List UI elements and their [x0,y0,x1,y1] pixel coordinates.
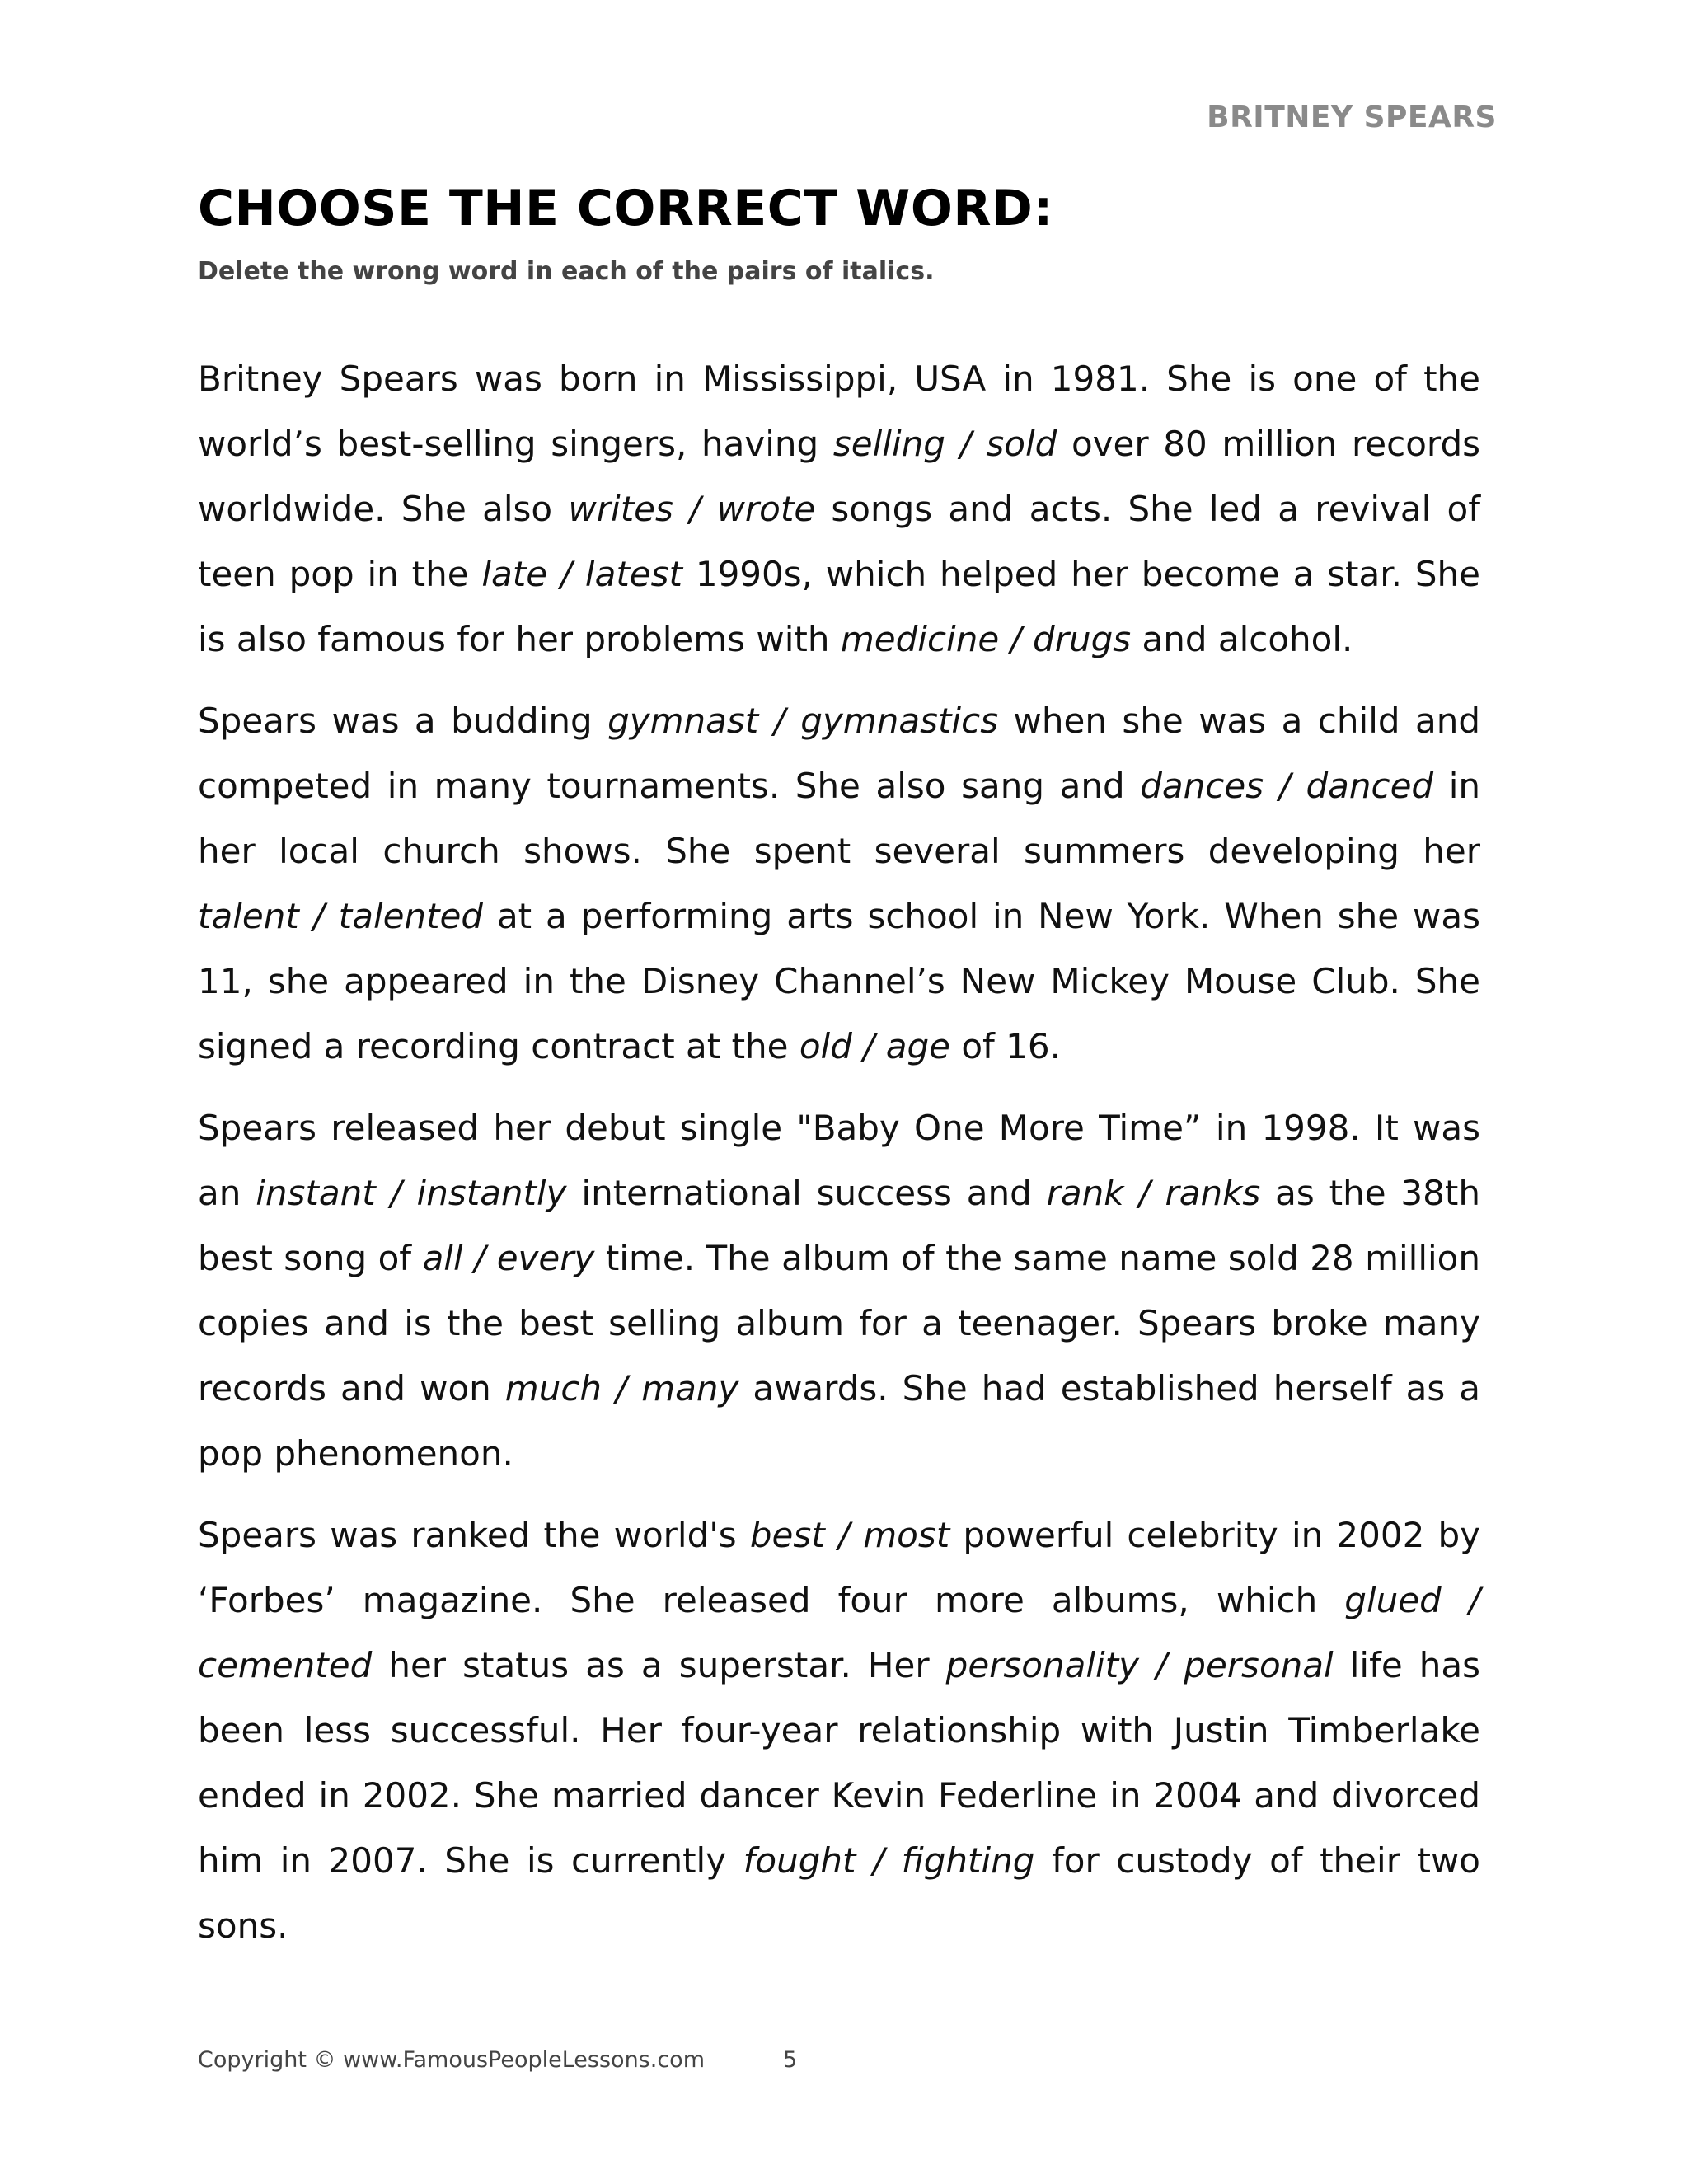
word-choice[interactable]: all / every [422,1238,595,1278]
text-segment: international success and [566,1173,1047,1213]
exercise-instruction: Delete the wrong word in each of the pairs of italics. [198,257,935,286]
text-segment: Britney Spears was born in Mississippi, USA in 1981. She is one of the world’s best-selling singers, having [198,359,1480,464]
text-segment: Spears released her debut single "Baby One More Time” in 1998. It was an [198,1108,1480,1213]
word-choice[interactable]: selling / sold [832,424,1057,464]
text-segment: her status as a superstar. Her [372,1645,946,1685]
running-header: BRITNEY SPEARS [1207,101,1497,134]
paragraph-2 [198,688,1480,1079]
text-segment: time. The album of the same name sold 28 million copies and is the best selling album for a teenager. Spears broke many records and won [198,1238,1480,1408]
text-segment: for custody of their two sons. [198,1840,1480,1946]
text-segment: songs and acts. She led a revival of teen pop in the [198,489,1480,594]
text-segment: Spears was ranked the world's [198,1515,750,1555]
word-choice[interactable]: much / many [504,1368,739,1408]
word-choice[interactable]: personality / personal [945,1645,1334,1685]
page-number: 5 [783,2047,798,2073]
text-segment: in her local church shows. She spent several summers developing her [198,766,1480,871]
text-segment: at a performing arts school in New York. When she was 11, she appeared in the Disney Channel’s New Mickey Mouse Club. She signed a recording contract at the [198,896,1480,1066]
word-choice[interactable]: instant / instantly [256,1173,567,1213]
word-choice[interactable]: best / most [749,1515,950,1555]
text-segment: 1990s, which helped her become a star. She is also famous for her problems with [198,554,1480,659]
text-segment: life has been less successful. Her four-year relationship with Justin Timberlake ended in 2002. She married dancer Kevin Federline in 2004 and divorced him in 2007. She is currently [198,1645,1480,1881]
word-choice[interactable]: glued / cemented [198,1580,1480,1685]
exercise-title: CHOOSE THE CORRECT WORD: [198,180,1053,237]
text-segment: awards. She had established herself as a pop phenomenon. [198,1368,1480,1474]
text-segment: powerful celebrity in 2002 by ‘Forbes’ magazine. She released four more albums, which [198,1515,1480,1620]
word-choice[interactable]: rank / ranks [1046,1173,1261,1213]
text-segment: over 80 million records worldwide. She also [198,424,1481,529]
word-choice[interactable]: talent / talented [198,896,484,936]
word-choice[interactable]: late / latest [481,554,682,594]
word-choice[interactable]: old / age [799,1026,950,1066]
exercise-text [198,346,1480,1975]
text-segment: and alcohol. [1131,619,1353,659]
text-segment: as the 38th best song of [198,1173,1480,1278]
word-choice[interactable]: dances / danced [1140,766,1434,806]
word-choice[interactable]: writes / wrote [568,489,816,529]
paragraph-1 [198,346,1480,672]
word-choice[interactable]: gymnast / gymnastics [607,701,999,741]
copyright-footer: Copyright © www.FamousPeopleLessons.com [198,2047,706,2073]
word-choice[interactable]: fought / fighting [743,1840,1035,1881]
text-segment: when she was a child and competed in many tournaments. She also sang and [198,701,1480,806]
text-segment: Spears was a budding [198,701,608,741]
paragraph-4 [198,1502,1480,1958]
word-choice[interactable]: medicine / drugs [840,619,1132,659]
text-segment: of 16. [950,1026,1061,1066]
paragraph-3 [198,1095,1480,1486]
